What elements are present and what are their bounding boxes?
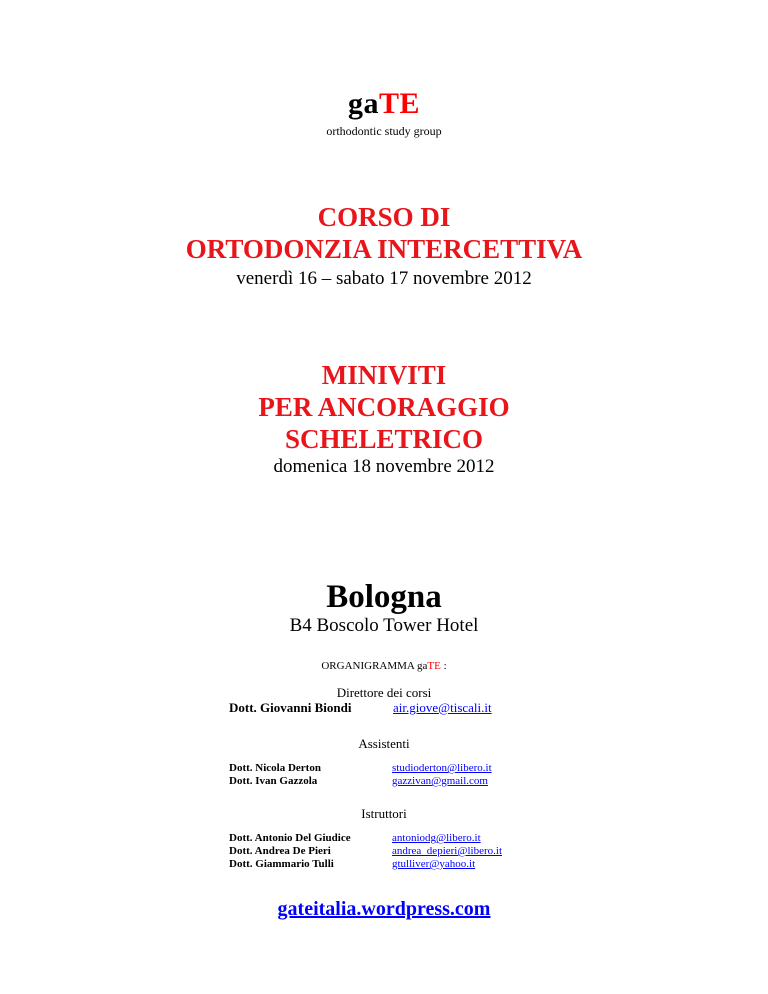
logo-prefix: ga [347, 87, 379, 120]
venue-city: Bologna [326, 579, 442, 615]
course1-title-line2: ORTODONZIA INTERCETTIVA [185, 234, 583, 264]
logo-accent: TE [378, 87, 421, 120]
organigram-label-suffix: : [440, 660, 447, 672]
organigram-label [0, 660, 768, 673]
assistant-email[interactable]: gazzivan@gmail.com [392, 775, 488, 787]
instructor-email[interactable]: antoniodg@libero.it [392, 832, 481, 844]
assistant-email[interactable]: studioderton@libero.it [392, 762, 492, 774]
venue-hotel: B4 Boscolo Tower Hotel [289, 615, 479, 636]
course2-title-line2: PER ANCORAGGIO [258, 392, 510, 422]
instructor-email[interactable]: gtulliver@yahoo.it [392, 858, 476, 870]
organigram-label-accent: TE [427, 660, 441, 672]
assistants-heading: Assistenti [358, 736, 410, 751]
assistant-name: Dott. Ivan Gazzola [229, 775, 318, 787]
instructor-name: Dott. Andrea De Pieri [229, 845, 331, 857]
course2-date: domenica 18 novembre 2012 [273, 456, 495, 477]
instructors-heading: Istruttori [361, 806, 407, 821]
instructor-name: Dott. Giammario Tulli [229, 858, 334, 870]
course1-title-line1: CORSO DI [317, 202, 451, 232]
website-link[interactable]: gateitalia.wordpress.com [277, 898, 491, 920]
course2-title-line1: MINIVITI [321, 360, 447, 390]
instructor-email[interactable]: andrea_depieri@libero.it [392, 845, 502, 857]
director-name: Dott. Giovanni Biondi [229, 700, 352, 715]
director-heading: Direttore dei corsi [336, 685, 432, 700]
group-subtitle: orthodontic study group [326, 124, 442, 138]
assistant-name: Dott. Nicola Derton [229, 762, 321, 774]
organigram-label-prefix: ORGANIGRAMMA ga [321, 660, 428, 672]
course2-title-line3: SCHELETRICO [284, 424, 484, 454]
instructor-name: Dott. Antonio Del Giudice [229, 832, 351, 844]
group-logo [0, 86, 768, 122]
course1-date: venerdì 16 – sabato 17 novembre 2012 [236, 268, 532, 289]
director-email[interactable]: air.giove@tiscali.it [393, 700, 492, 715]
